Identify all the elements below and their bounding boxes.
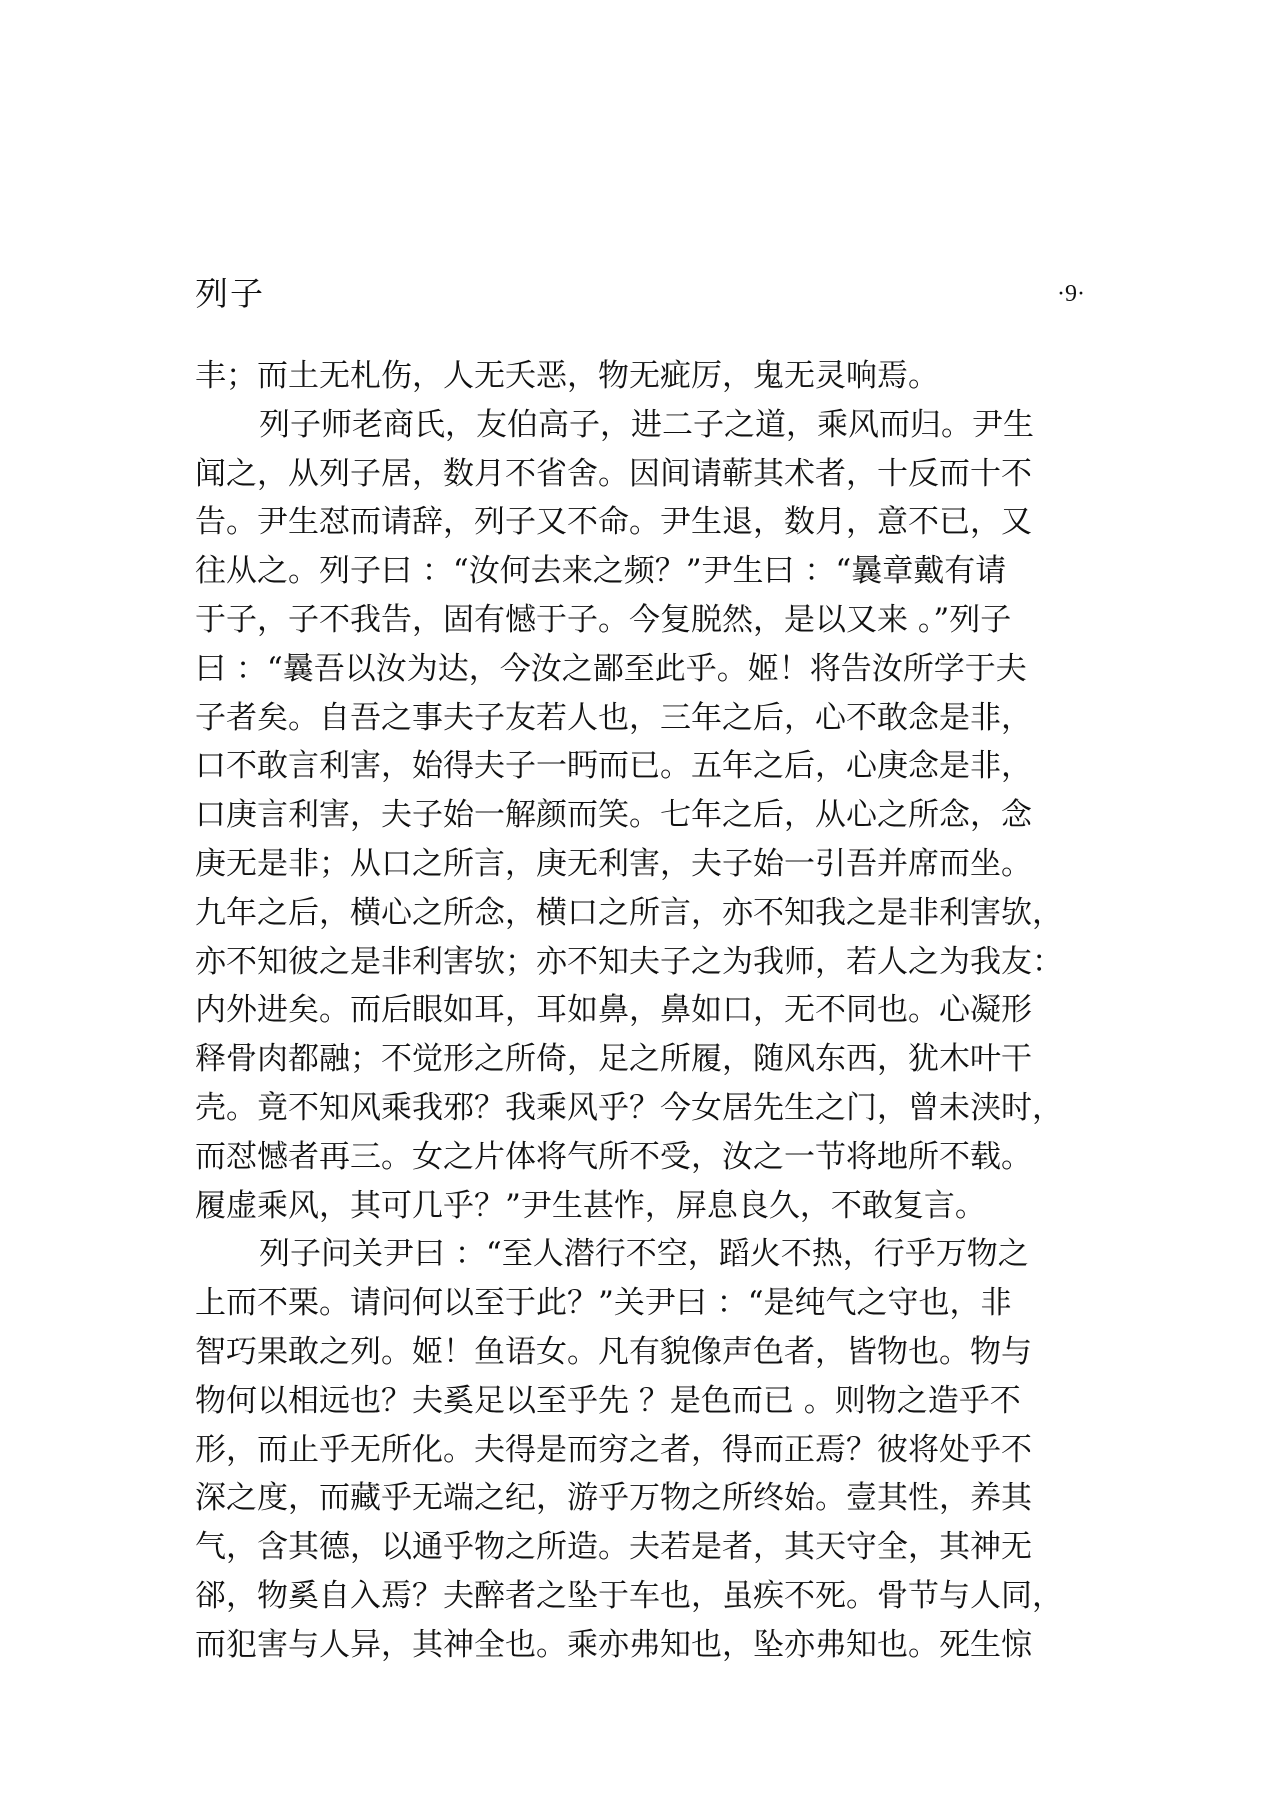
text-line: 闻之，从列子居，数月不省舍。因间请蕲其术者，十反而十不 [195, 455, 1032, 492]
header-title: 列子 [195, 274, 265, 313]
running-header [195, 268, 1085, 320]
text-line: 亦不知彼之是非利害欤；亦不知夫子之为我师，若人之为我友： [195, 943, 1063, 980]
text-line: 深之度，而藏乎无端之纪，游乎万物之所终始。壹其性，养其 [195, 1480, 1032, 1517]
text-line: 告。尹生怼而请辞，列子又不命。尹生退，数月，意不已，又 [195, 504, 1032, 541]
text-line: 子者矣。自吾之事夫子友若人也，三年之后，心不敢念是非， [195, 699, 1032, 736]
text-line: 而怼憾者再三。女之片体将气所不受，汝之一节将地所不载。 [195, 1138, 1032, 1175]
text-line: 而犯害与人异，其神全也。乘亦弗知也，坠亦弗知也。死生惊 [195, 1626, 1032, 1663]
text-line: 九年之后，横心之所念，横口之所言，亦不知我之是非利害欤， [195, 894, 1063, 931]
text-line: 智巧果敢之列。姬！鱼语女。凡有貌像声色者，皆物也。物与 [195, 1333, 1032, 1370]
page-number: ·9· [1057, 281, 1085, 307]
text-line: 往从之。列子曰 ：“汝何去来之频？”尹生曰 ：“曩章戴有请 [195, 553, 1007, 590]
text-line: 口不敢言利害，始得夫子一眄而已。五年之后，心庚念是非， [195, 748, 1032, 785]
text-line: 物何以相远也？夫奚足以至乎先 ？是色而已 。则物之造乎不 [195, 1382, 1021, 1419]
text-line: 庚无是非；从口之所言，庚无利害，夫子始一引吾并席而坐。 [195, 845, 1032, 882]
text-line: 上而不栗。请问何以至于此？”关尹曰 ：“是纯气之守也，非 [195, 1285, 1012, 1322]
text-line: 郤，物奚自入焉？夫醉者之坠于车也，虽疾不死。骨节与人同， [195, 1577, 1063, 1614]
text-line: 曰 ：“曩吾以汝为达，今汝之鄙至此乎。姬！将告汝所学于夫 [195, 650, 1027, 687]
text-line: 口庚言利害，夫子始一解颜而笑。七年之后，从心之所念，念 [195, 797, 1032, 834]
text-line: 于子，子不我告，固有憾于子。今复脱然，是以又来 。”列子 [195, 601, 1012, 638]
text-line: 壳。竟不知风乘我邪？我乘风乎？今女居先生之门，曾未浃时， [195, 1089, 1063, 1126]
text-line: 履虚乘风，其可几乎？”尹生甚怍，屏息良久，不敢复言。 [195, 1187, 986, 1224]
text-line: 释骨肉都融；不觉形之所倚，足之所履，随风东西，犹木叶干 [195, 1041, 1032, 1078]
text-line: 丰；而土无札伤，人无夭恶，物无疵厉，鬼无灵响焉。 [195, 358, 939, 394]
text-line: 气，含其德，以通乎物之所造。夫若是者，其天守全，其神无 [195, 1529, 1032, 1566]
body-text [195, 352, 1090, 1670]
text-line: 内外进矣。而后眼如耳，耳如鼻，鼻如口，无不同也。心凝形 [195, 992, 1032, 1029]
text-line: 列子师老商氏，友伯高子，进二子之道，乘风而归。尹生 [259, 406, 1034, 443]
text-line: 列子问关尹曰 ：“至人潜行不空，蹈火不热，行乎万物之 [259, 1236, 1029, 1273]
text-line: 形，而止乎无所化。夫得是而穷之者，得而正焉？彼将处乎不 [195, 1431, 1032, 1468]
